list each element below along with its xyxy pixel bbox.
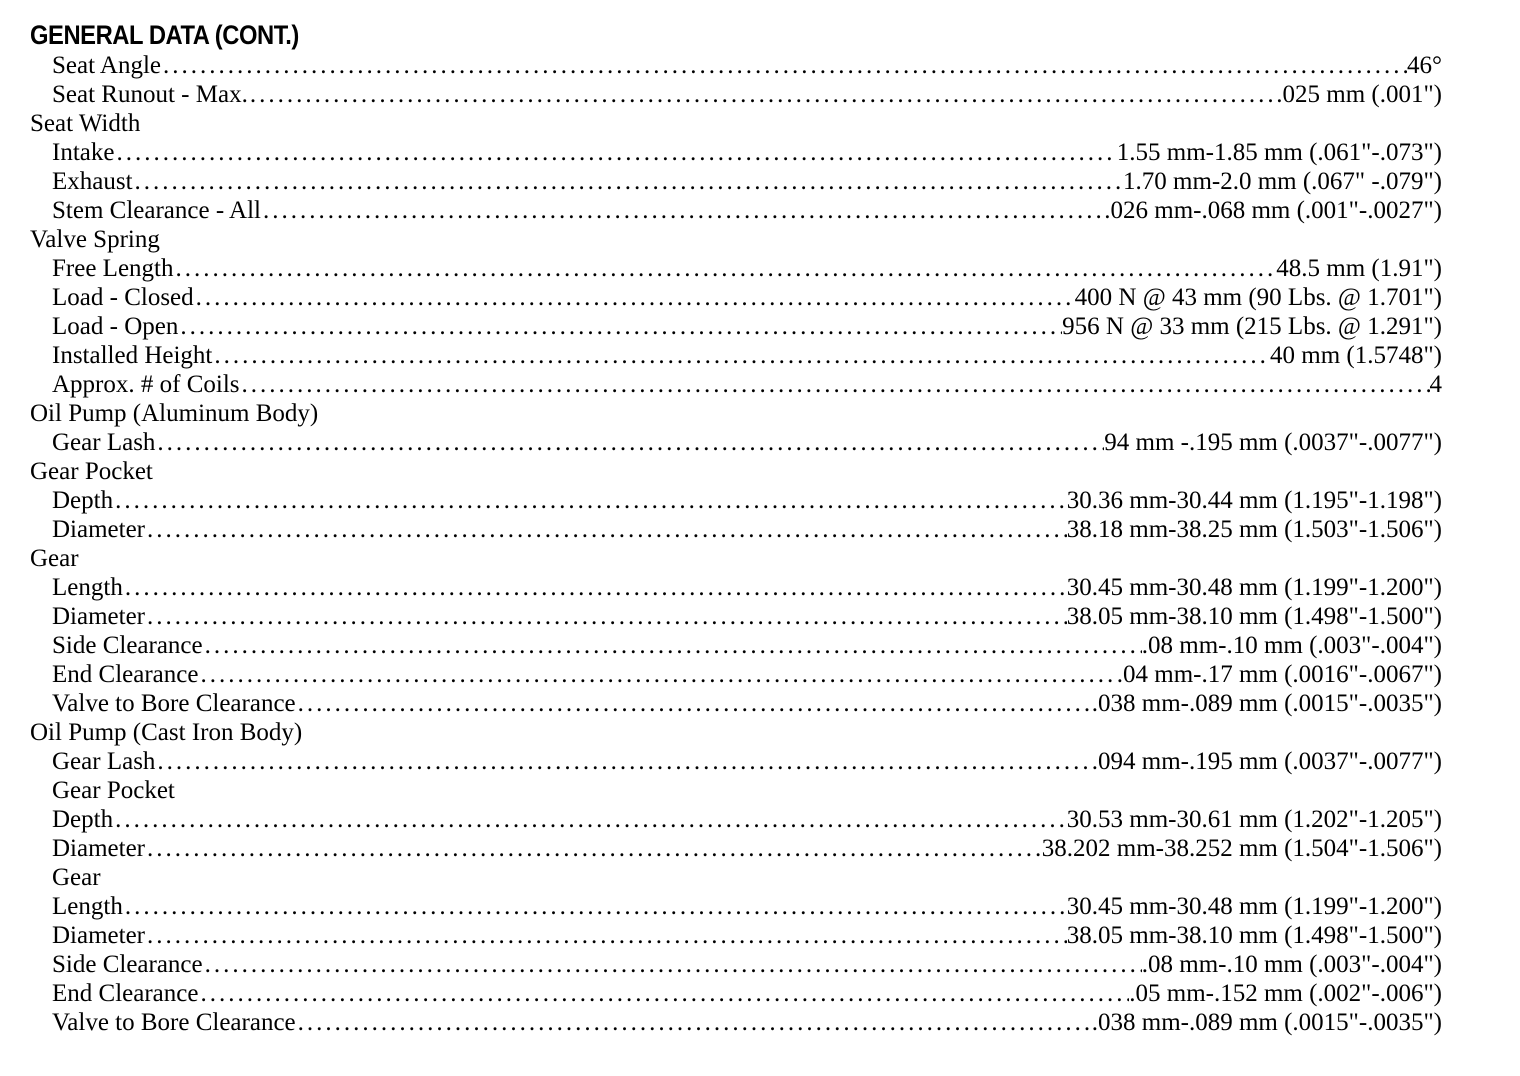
dot-leader bbox=[261, 196, 1104, 225]
spec-value: .05 mm-.152 mm (.002"-.006") bbox=[1129, 980, 1442, 1007]
spec-value: 1.55 mm-1.85 mm (.061"-.073") bbox=[1116, 139, 1442, 166]
spec-row bbox=[30, 312, 1442, 341]
dot-leader bbox=[203, 950, 1142, 979]
spec-label: Length bbox=[52, 574, 123, 601]
dot-leader bbox=[114, 138, 1116, 167]
spec-list bbox=[30, 51, 1442, 1037]
spec-row bbox=[30, 196, 1442, 225]
spec-value: 46° bbox=[1407, 52, 1442, 79]
dot-leader bbox=[240, 370, 1430, 399]
spec-row bbox=[30, 486, 1442, 515]
spec-row bbox=[30, 254, 1442, 283]
spec-value: .094 mm-.195 mm (.0037"-.0077") bbox=[1091, 748, 1442, 775]
spec-value: .08 mm-.10 mm (.003"-.004") bbox=[1141, 632, 1442, 659]
spec-row bbox=[30, 979, 1442, 1008]
spec-row bbox=[30, 1008, 1442, 1037]
spec-row bbox=[30, 834, 1442, 863]
spec-row bbox=[30, 573, 1442, 602]
spec-label: Side Clearance bbox=[52, 951, 203, 978]
spec-row bbox=[30, 631, 1442, 660]
spec-row bbox=[30, 341, 1442, 370]
spec-value: 48.5 mm (1.91") bbox=[1276, 255, 1442, 282]
spec-label: Seat Runout - Max. bbox=[52, 81, 248, 108]
spec-value: 4 bbox=[1429, 371, 1442, 398]
spec-label: Stem Clearance - All bbox=[52, 197, 261, 224]
spec-value: .038 mm-.089 mm (.0015"-.0035") bbox=[1091, 1009, 1442, 1036]
spec-value: 38.202 mm-38.252 mm (1.504"-1.506") bbox=[1041, 835, 1442, 862]
spec-row bbox=[30, 370, 1442, 399]
spec-label: Gear Lash bbox=[52, 429, 156, 456]
spec-label: Valve to Bore Clearance bbox=[52, 1009, 296, 1036]
spec-group-heading: Valve Spring bbox=[30, 226, 160, 253]
spec-row bbox=[30, 51, 1442, 80]
spec-row bbox=[30, 921, 1442, 950]
spec-row bbox=[30, 138, 1442, 167]
spec-group-heading: Gear bbox=[52, 864, 101, 891]
spec-label: Load - Closed bbox=[52, 284, 194, 311]
spec-label: Exhaust bbox=[52, 168, 133, 195]
spec-value: 40 mm (1.5748") bbox=[1270, 342, 1442, 369]
spec-group-heading: Oil Pump (Cast Iron Body) bbox=[30, 719, 303, 746]
spec-label: Diameter bbox=[52, 603, 146, 630]
spec-label: Depth bbox=[52, 806, 114, 833]
dot-leader bbox=[113, 486, 1067, 515]
dot-leader bbox=[145, 602, 1067, 631]
spec-value: .025 mm (.001") bbox=[1276, 81, 1442, 108]
spec-row bbox=[30, 167, 1442, 196]
spec-value: 956 N @ 33 mm (215 Lbs. @ 1.291") bbox=[1062, 313, 1442, 340]
dot-leader bbox=[113, 805, 1067, 834]
page-heading: GENERAL DATA (CONT.) bbox=[30, 20, 299, 50]
spec-page bbox=[30, 18, 1442, 1037]
spec-label: Free Length bbox=[52, 255, 174, 282]
spec-row bbox=[30, 660, 1442, 689]
spec-label: Seat Angle bbox=[52, 52, 162, 79]
spec-label: Diameter bbox=[52, 922, 146, 949]
spec-label: Depth bbox=[52, 487, 114, 514]
spec-label: Diameter bbox=[52, 835, 146, 862]
spec-label: Installed Height bbox=[52, 342, 213, 369]
spec-value: 38.05 mm-38.10 mm (1.498"-1.500") bbox=[1066, 603, 1442, 630]
spec-value: 400 N @ 43 mm (90 Lbs. @ 1.701") bbox=[1074, 284, 1442, 311]
dot-leader bbox=[198, 660, 1116, 689]
dot-leader bbox=[173, 254, 1276, 283]
spec-row bbox=[30, 80, 1442, 109]
spec-row bbox=[30, 950, 1442, 979]
dot-leader bbox=[133, 167, 1123, 196]
spec-value: 38.05 mm-38.10 mm (1.498"-1.500") bbox=[1066, 922, 1442, 949]
spec-value: 94 mm -.195 mm (.0037"-.0077") bbox=[1104, 429, 1442, 456]
spec-label: Length bbox=[52, 893, 123, 920]
spec-value: .08 mm-.10 mm (.003"-.004") bbox=[1141, 951, 1442, 978]
spec-group-heading: Gear Pocket bbox=[30, 458, 153, 485]
spec-value: 30.53 mm-30.61 mm (1.202"-1.205") bbox=[1066, 806, 1442, 833]
spec-row bbox=[30, 283, 1442, 312]
dot-leader bbox=[296, 689, 1092, 718]
dot-leader bbox=[155, 428, 1104, 457]
dot-leader bbox=[212, 341, 1270, 370]
spec-group-heading: Seat Width bbox=[30, 110, 141, 137]
spec-value: 30.45 mm-30.48 mm (1.199"-1.200") bbox=[1066, 893, 1442, 920]
dot-leader bbox=[145, 834, 1042, 863]
dot-leader bbox=[123, 573, 1067, 602]
dot-leader bbox=[178, 312, 1062, 341]
spec-label: Approx. # of Coils bbox=[52, 371, 240, 398]
spec-row bbox=[30, 805, 1442, 834]
spec-group-heading: Gear Pocket bbox=[52, 777, 175, 804]
spec-value: .038 mm-.089 mm (.0015"-.0035") bbox=[1091, 690, 1442, 717]
dot-leader bbox=[161, 51, 1407, 80]
spec-label: End Clearance bbox=[52, 980, 199, 1007]
dot-leader bbox=[198, 979, 1129, 1008]
spec-label: Valve to Bore Clearance bbox=[52, 690, 296, 717]
dot-leader bbox=[296, 1008, 1092, 1037]
spec-label: Side Clearance bbox=[52, 632, 203, 659]
spec-label: Load - Open bbox=[52, 313, 179, 340]
spec-label: Gear Lash bbox=[52, 748, 156, 775]
dot-leader bbox=[123, 892, 1067, 921]
dot-leader bbox=[248, 80, 1276, 109]
spec-value: 30.36 mm-30.44 mm (1.195"-1.198") bbox=[1066, 487, 1442, 514]
spec-row bbox=[30, 747, 1442, 776]
spec-value: 1.70 mm-2.0 mm (.067" -.079") bbox=[1123, 168, 1442, 195]
dot-leader bbox=[145, 921, 1067, 950]
dot-leader bbox=[203, 631, 1142, 660]
spec-value: .026 mm-.068 mm (.001"-.0027") bbox=[1104, 197, 1442, 224]
spec-label: Intake bbox=[52, 139, 115, 166]
dot-leader bbox=[155, 747, 1091, 776]
dot-leader bbox=[145, 515, 1067, 544]
spec-row bbox=[30, 428, 1442, 457]
spec-label: Diameter bbox=[52, 516, 146, 543]
spec-value: 30.45 mm-30.48 mm (1.199"-1.200") bbox=[1066, 574, 1442, 601]
spec-value: .04 mm-.17 mm (.0016"-.0067") bbox=[1116, 661, 1442, 688]
dot-leader bbox=[194, 283, 1075, 312]
spec-row bbox=[30, 689, 1442, 718]
spec-row bbox=[30, 602, 1442, 631]
spec-group-heading: Oil Pump (Aluminum Body) bbox=[30, 400, 319, 427]
spec-group-heading: Gear bbox=[30, 545, 79, 572]
spec-row bbox=[30, 892, 1442, 921]
spec-label: End Clearance bbox=[52, 661, 199, 688]
spec-value: 38.18 mm-38.25 mm (1.503"-1.506") bbox=[1066, 516, 1442, 543]
spec-row bbox=[30, 515, 1442, 544]
